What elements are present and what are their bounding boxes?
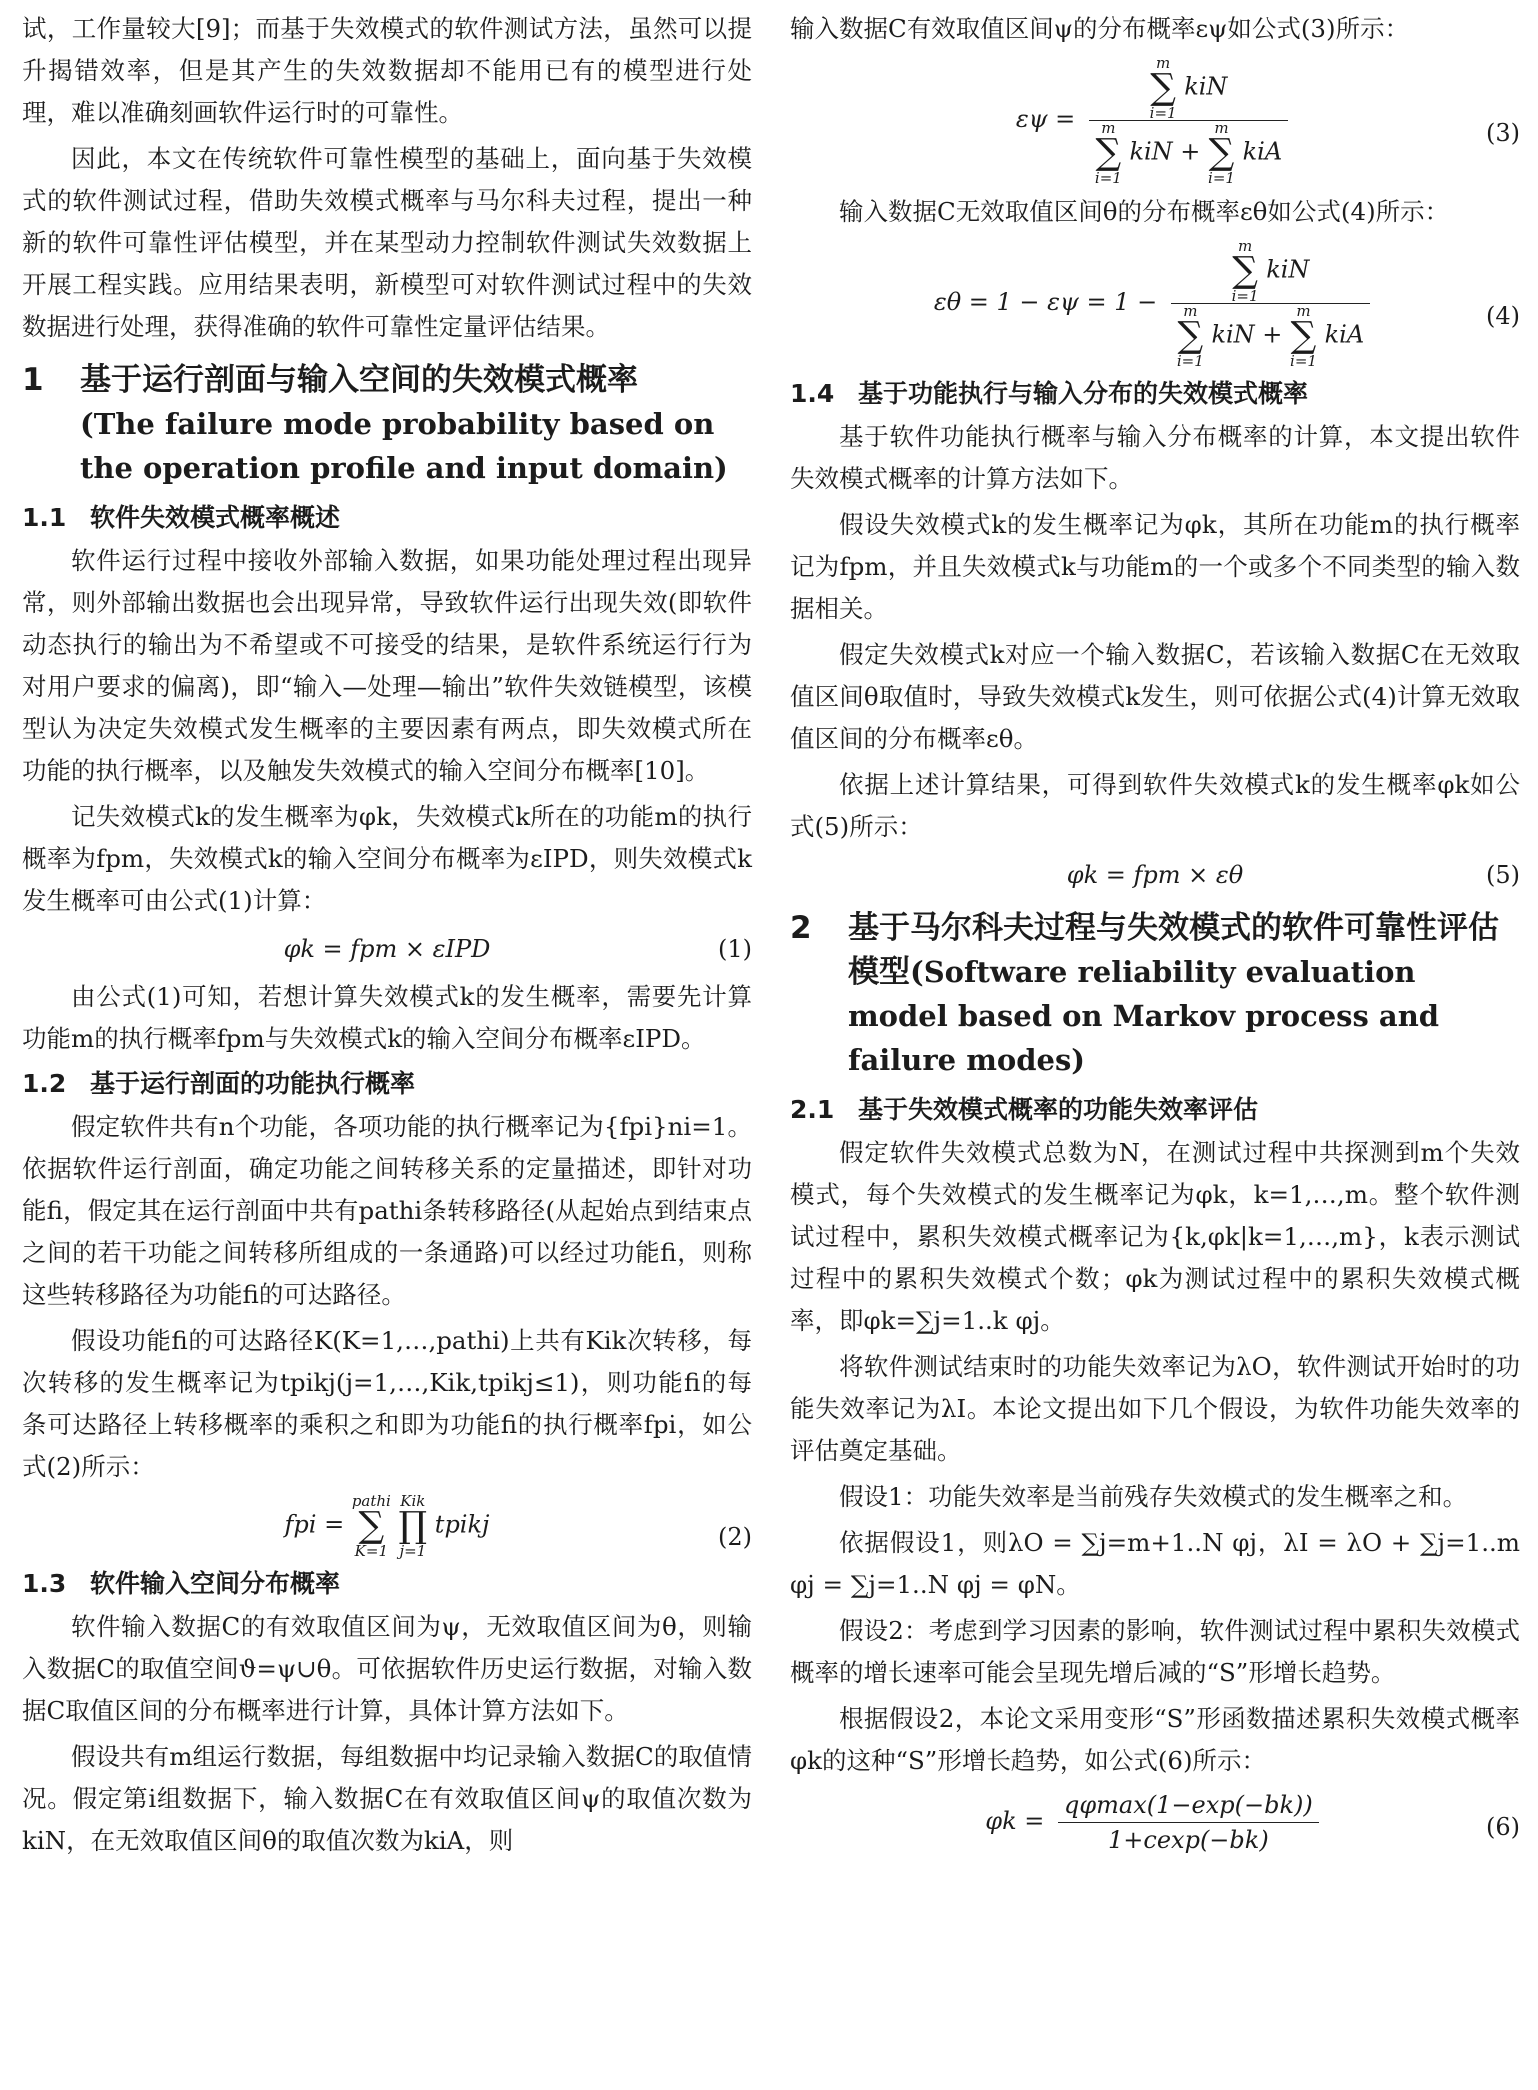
paragraph: 输入数据C无效取值区间θ的分布概率εθ如公式(4)所示：	[839, 197, 1450, 226]
product-lower-limit: j=1	[399, 1542, 427, 1560]
paragraph: 假定软件失效模式总数为N，在测试过程中共探测到m个失效模式，每个失效模式的发生概率记为φk，k=1,…,m。整个软件测试过程中，累积失效模式概率记为{k,φk|k=1,…,m}，k表示测试过程中的累积失效模式个数；φk为测试过程中的累积失效模式概率，即φk=∑j=1..k φj。	[790, 1138, 1520, 1335]
subsection-title: 软件失效模式概率概述	[90, 503, 341, 532]
equation-lhs: εψ =	[1015, 105, 1076, 133]
equation-number: (1)	[718, 935, 752, 963]
product-symbol: Kik ∏ j=1	[398, 1492, 428, 1560]
section-title: 基于马尔科夫过程与失效模式的软件可靠性评估模型	[848, 910, 1499, 990]
paragraph: 假定软件共有n个功能，各项功能的执行概率记为{fpi}ni=1。依据软件运行剖面，确定功能之间转移关系的定量描述，即针对功能fi，假定其在运行剖面中共有pathi条转移路径(从起始点到结束点之间的若干功能之间转移所组成的一条通路)可以经过功能fi，则称这些转移路径为功能fi的可达路径。	[22, 1112, 752, 1309]
denominator-term: kiA	[1242, 137, 1283, 166]
equation-lhs: fpi =	[284, 1510, 345, 1539]
paragraph: 假定失效模式k对应一个输入数据C，若该输入数据C在无效取值区间θ取值时，导致失效模式k发生，则可依据公式(4)计算无效取值区间的分布概率εθ。	[790, 640, 1520, 753]
equation-number: (6)	[1486, 1813, 1520, 1841]
paragraph: 假设2：考虑到学习因素的影响，软件测试过程中累积失效模式概率的增长速率可能会呈现先增后减的“S”形增长趋势。	[790, 1616, 1520, 1687]
equation-4	[790, 239, 1520, 368]
paragraph: 假设1：功能失效率是当前残存失效模式的发生概率之和。	[839, 1482, 1468, 1511]
denominator: 1+cexp(−bk)	[1108, 1826, 1269, 1854]
product-upper-limit: Kik	[400, 1492, 426, 1510]
paragraph: 基于软件功能执行概率与输入分布概率的计算，本文提出软件失效模式概率的计算方法如下。	[790, 422, 1520, 493]
right-column	[790, 8, 1520, 1863]
equation-6	[790, 1788, 1520, 1857]
equation-lhs: εθ = 1 − εψ = 1 −	[933, 288, 1158, 316]
section-heading-1	[22, 358, 752, 490]
subsection-title: 基于失效模式概率的功能失效率评估	[858, 1095, 1259, 1124]
equation-2	[22, 1494, 752, 1558]
paragraph: 假设功能fi的可达路径K(K=1,…,pathi)上共有Kik次转移，每次转移的发生概率记为tpikj(j=1,…,Kik,tpikj≤1)，则功能fi的每条可达路径上转移概率的乘积之和即为功能fi的执行概率fpi，如公式(2)所示：	[22, 1326, 752, 1481]
denominator-term: kiN	[1129, 137, 1173, 166]
subsection-number: 1.2	[22, 1069, 67, 1098]
fraction: m ∑ i=1 kiN m ∑ i=1 kiN + m ∑ i=1 kiA	[1171, 239, 1370, 368]
subsection-title: 基于功能执行与输入分布的失效模式概率	[858, 379, 1309, 408]
equation-1	[22, 928, 752, 970]
equation-number: (2)	[718, 1523, 752, 1551]
paragraph: 记失效模式k的发生概率为φk，失效模式k所在的功能m的执行概率为fpm，失效模式k的输入空间分布概率为εIPD，则失效模式k发生概率可由公式(1)计算：	[22, 802, 752, 915]
equation-number: (5)	[1486, 861, 1520, 889]
section-number: 1	[22, 362, 44, 398]
subsection-number: 1.3	[22, 1569, 67, 1598]
subsection-heading-1-4	[790, 374, 1520, 414]
sum-symbol: pathi ∑ K=1	[351, 1492, 391, 1560]
paragraph: 由公式(1)可知，若想计算失效模式k的发生概率，需要先计算功能m的执行概率fpm与失效模式k的输入空间分布概率εIPD。	[22, 982, 752, 1053]
section-title-en: (Software reliability evaluation model based on Markov process and failure modes)	[848, 955, 1440, 1077]
paragraph: 将软件测试结束时的功能失效率记为λO，软件测试开始时的功能失效率记为λI。本论文提出如下几个假设，为软件功能失效率的评估奠定基础。	[790, 1352, 1520, 1465]
paragraph: 输入数据C有效取值区间ψ的分布概率εψ如公式(3)所示：	[790, 14, 1410, 43]
fraction	[1058, 1788, 1319, 1857]
paragraph: 软件运行过程中接收外部输入数据，如果功能处理过程出现异常，则外部输出数据也会出现异常，导致软件运行出现失效(即软件动态执行的输出为不希望或不可接受的结果，是软件系统运行行为对用户要求的偏离)，即“输入—处理—输出”软件失效链模型，该模型认为决定失效模式发生概率的主要因素有两点，即失效模式所在功能的执行概率，以及触发失效模式的输入空间分布概率[10]。	[22, 546, 752, 785]
section-title-en: (The failure mode probability based on the operation profile and input domain)	[80, 407, 728, 485]
paragraph: 软件输入数据C的有效取值区间为ψ，无效取值区间为θ，则输入数据C的取值空间ϑ=ψ∪θ。可依据软件历史运行数据，对输入数据C取值区间的分布概率进行计算，具体计算方法如下。	[22, 1612, 752, 1725]
subsection-title: 基于运行剖面的功能执行概率	[90, 1069, 416, 1098]
subsection-heading-2-1	[790, 1090, 1520, 1130]
equation-number: (3)	[1486, 119, 1520, 147]
paragraph: 试，工作量较大[9]；而基于失效模式的软件测试方法，虽然可以提升揭错效率，但是其产生的失效数据却不能用已有的模型进行处理，难以准确刻画软件运行时的可靠性。	[22, 14, 752, 127]
numerator: qφmax(1−exp(−bk))	[1058, 1788, 1319, 1823]
sum-upper-limit: pathi	[351, 1492, 391, 1510]
paragraph: 假设失效模式k的发生概率记为φk，其所在功能m的执行概率记为fpm，并且失效模式k与功能m的一个或多个不同类型的输入数据相关。	[790, 510, 1520, 623]
equation-body: φk = fpm × εθ	[1066, 861, 1244, 889]
numerator: kiN	[1184, 72, 1228, 101]
fraction: m ∑ i=1 kiN m ∑ i=1 kiN + m ∑ i=1 kiA	[1089, 56, 1288, 185]
section-title: 基于运行剖面与输入空间的失效模式概率	[80, 362, 638, 398]
left-column	[22, 8, 752, 1866]
subsection-title: 软件输入空间分布概率	[90, 1569, 341, 1598]
equation-lhs: φk =	[985, 1807, 1045, 1835]
sum-lower-limit: K=1	[354, 1542, 388, 1560]
equation-body: φk = fpm × εIPD	[283, 935, 491, 963]
paragraph: 根据假设2，本论文采用变形“S”形函数描述累积失效模式概率φk的这种“S”形增长趋势，如公式(6)所示：	[790, 1704, 1520, 1775]
equation-3	[790, 56, 1520, 185]
paragraph: 假设共有m组运行数据，每组数据中均记录输入数据C的取值情况。假定第i组数据下，输入数据C在有效取值区间ψ的取值次数为kiN，在无效取值区间θ的取值次数为kiA，则	[22, 1742, 752, 1855]
subsection-number: 1.1	[22, 503, 67, 532]
numerator: kiN	[1266, 255, 1310, 284]
equation-number: (4)	[1486, 302, 1520, 330]
subsection-number: 1.4	[790, 379, 835, 408]
subsection-heading-1-3	[22, 1564, 752, 1604]
section-number: 2	[790, 910, 812, 946]
equation-5	[790, 854, 1520, 896]
section-heading-2	[790, 906, 1520, 1082]
denominator-term: kiN	[1211, 320, 1255, 349]
paragraph: 依据上述计算结果，可得到软件失效模式k的发生概率φk如公式(5)所示：	[790, 770, 1520, 841]
subsection-heading-1-2	[22, 1064, 752, 1104]
subsection-heading-1-1	[22, 498, 752, 538]
subsection-number: 2.1	[790, 1095, 835, 1124]
paragraph: 因此，本文在传统软件可靠性模型的基础上，面向基于失效模式的软件测试过程，借助失效模式概率与马尔科夫过程，提出一种新的软件可靠性评估模型，并在某型动力控制软件测试失效数据上开展工程实践。应用结果表明，新模型可对软件测试过程中的失效数据进行处理，获得准确的软件可靠性定量评估结果。	[22, 144, 752, 341]
equation-rhs: tpikj	[434, 1510, 490, 1539]
denominator-term: kiA	[1324, 320, 1365, 349]
paragraph: 依据假设1，则λO = ∑j=m+1..N φj，λI = λO + ∑j=1..m φj = ∑j=1..N φj = φN。	[790, 1528, 1520, 1599]
